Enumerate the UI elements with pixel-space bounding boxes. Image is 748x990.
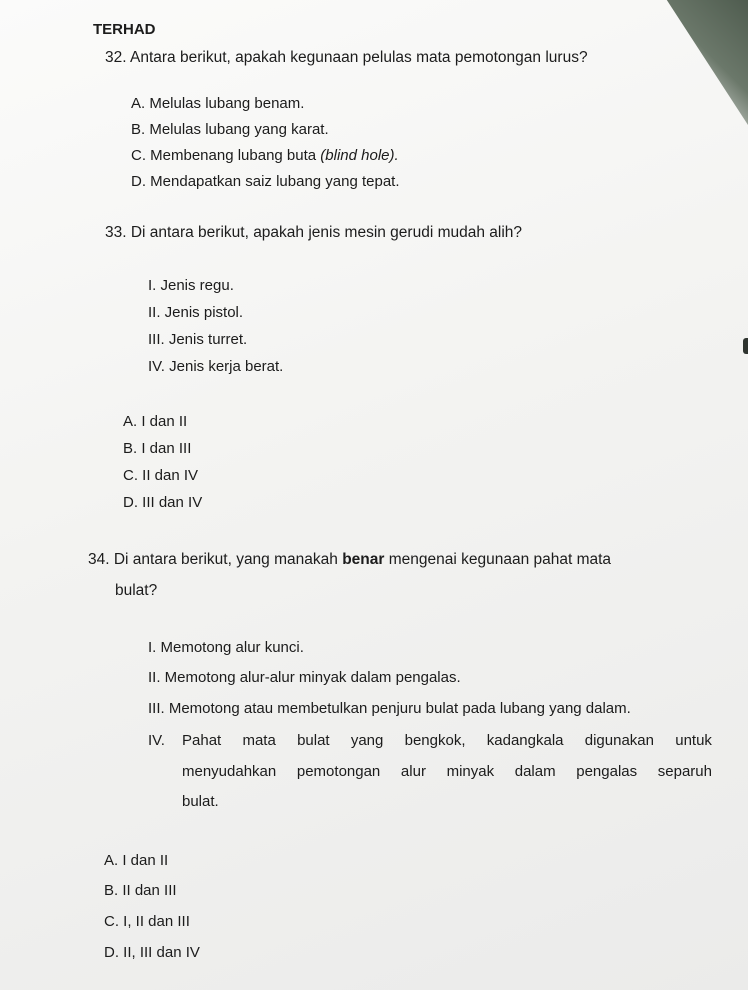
q32-option-d: D. Mendapatkan saiz lubang yang tepat.	[131, 173, 400, 190]
q34-statement-iv-line1	[182, 732, 712, 750]
question-32: 32. Antara berikut, apakah kegunaan pelulas mata pemotongan lurus?	[105, 49, 588, 66]
q33-answer-c: C. II dan IV	[123, 467, 199, 484]
word: mata	[242, 732, 276, 749]
q33-answer-d: D. III dan IV	[123, 494, 203, 511]
q33-statement-iii: III. Jenis turret.	[148, 331, 248, 348]
q34-answer-b: B. II dan III	[104, 882, 177, 899]
corner-shadow	[608, 0, 748, 125]
q34-question-bold: benar	[342, 551, 385, 568]
q33-answer-a: A. I dan II	[123, 413, 188, 430]
q34-statement-iii: III. Memotong atau membetulkan penjuru bulat pada lubang yang dalam.	[148, 700, 631, 717]
word: untuk	[675, 732, 712, 749]
word: bengkok,	[404, 732, 466, 749]
q34-question-pre: 34. Di antara berikut, yang manakah	[88, 551, 343, 568]
q32-option-c	[131, 147, 399, 165]
word: digunakan	[584, 732, 654, 749]
q34-answer-c: C. I, II dan III	[104, 913, 190, 930]
q34-statement-i: I. Memotong alur kunci.	[148, 639, 304, 656]
word: menyudahkan	[182, 763, 277, 780]
word: Pahat	[182, 732, 222, 749]
word: yang	[350, 732, 384, 749]
classification-header: TERHAD	[93, 21, 156, 38]
question-34-line2: bulat?	[115, 582, 158, 599]
q34-statement-iv-line3: bulat.	[182, 793, 219, 810]
q34-statement-ii: II. Memotong alur-alur minyak dalam pengalas.	[148, 669, 461, 686]
word: kadangkala	[486, 732, 564, 749]
q34-answer-a: A. I dan II	[104, 852, 169, 869]
q34-statement-iv-num: IV.	[148, 732, 165, 749]
q34-question-post: mengenai kegunaan pahat mata	[384, 551, 612, 568]
question-34	[88, 551, 611, 569]
q32-option-a: A. Melulas lubang benam.	[131, 95, 305, 112]
q33-statement-ii: II. Jenis pistol.	[148, 304, 244, 321]
word: pengalas	[576, 763, 638, 780]
edge-mark	[743, 338, 748, 354]
q32-option-c-italic: (blind hole).	[320, 147, 399, 164]
q33-statement-iv: IV. Jenis kerja berat.	[148, 358, 284, 375]
q32-option-b: B. Melulas lubang yang karat.	[131, 121, 329, 138]
q32-option-c-text: C. Membenang lubang buta	[131, 147, 321, 164]
word: separuh	[657, 763, 712, 780]
q34-answer-d: D. II, III dan IV	[104, 944, 200, 961]
word: pemotongan	[296, 763, 381, 780]
word: minyak	[446, 763, 495, 780]
question-33: 33. Di antara berikut, apakah jenis mesin gerudi mudah alih?	[105, 224, 523, 241]
word: bulat	[297, 732, 330, 749]
q33-answer-b: B. I dan III	[123, 440, 192, 457]
q33-statement-i: I. Jenis regu.	[148, 277, 234, 294]
q34-statement-iv-line2	[182, 763, 712, 781]
word: dalam	[514, 763, 556, 780]
word: alur	[400, 763, 426, 780]
